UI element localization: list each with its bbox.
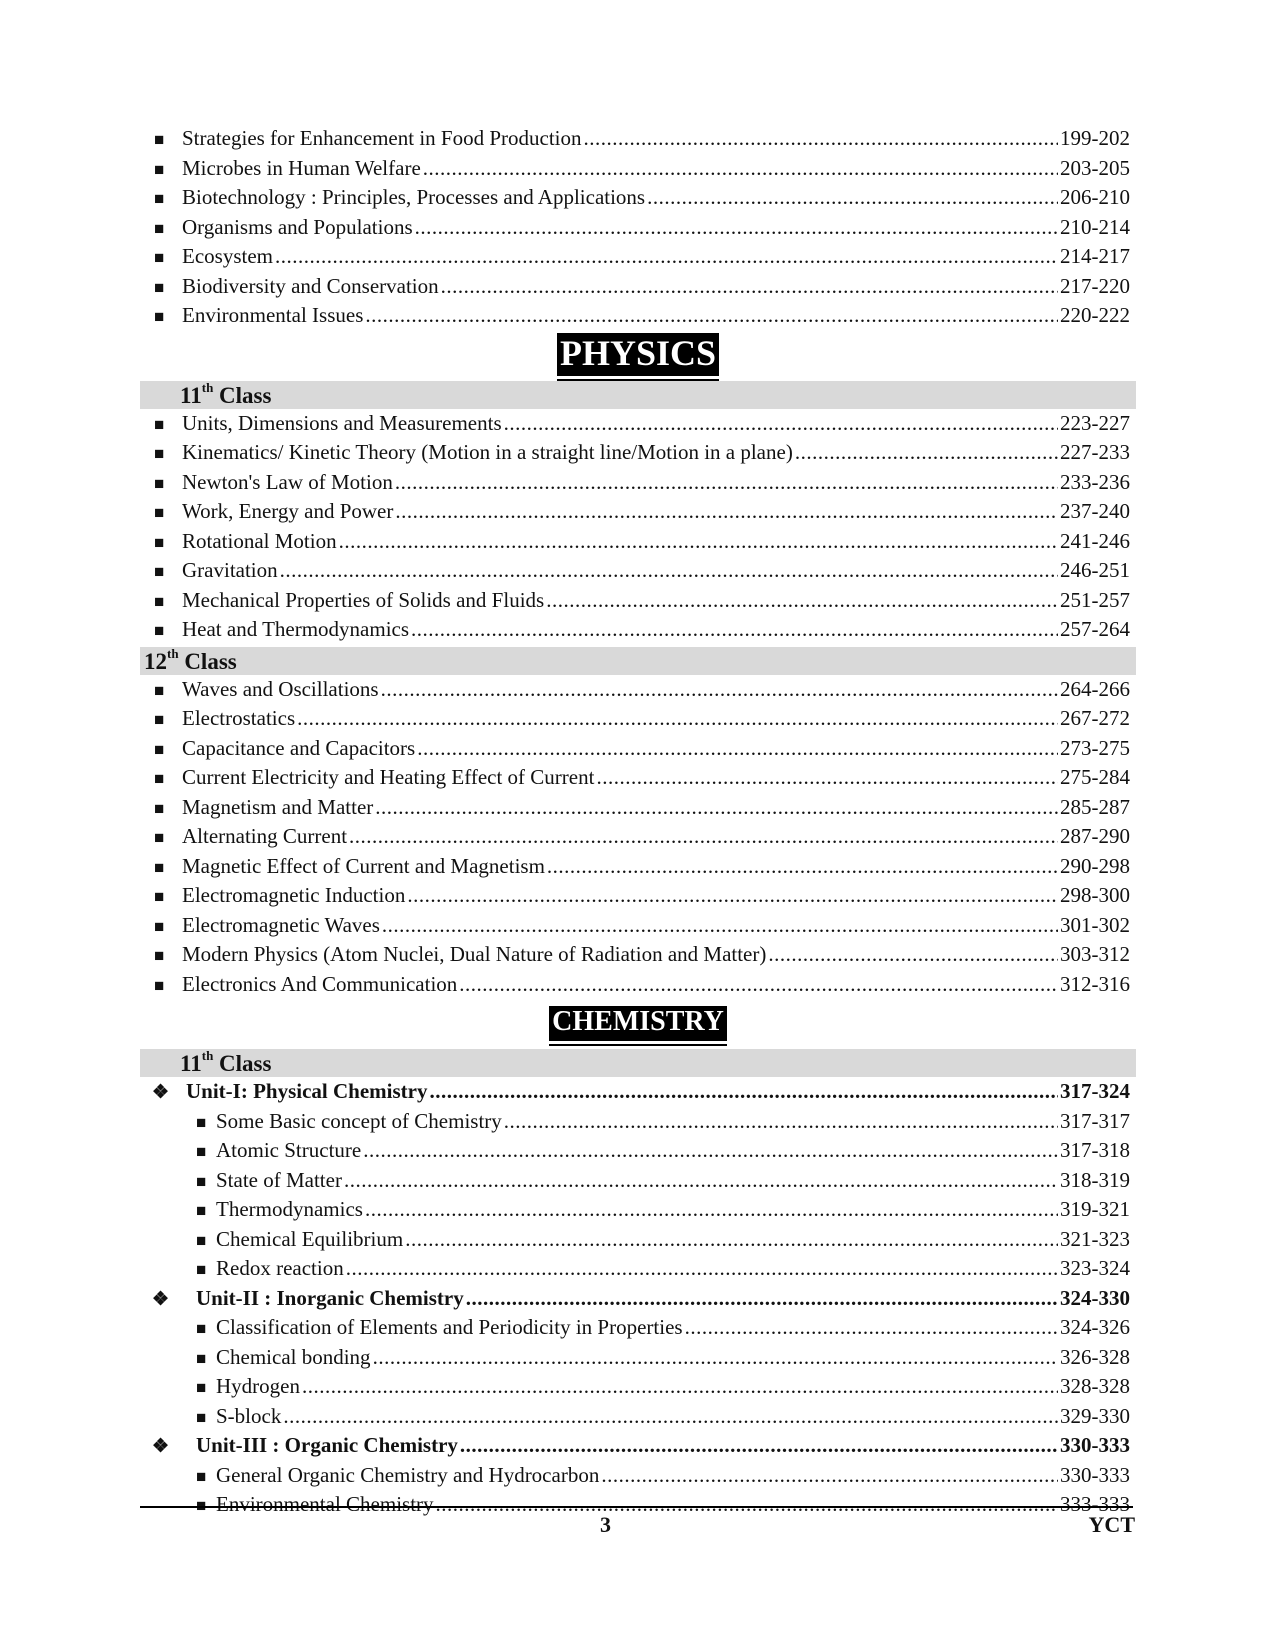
dot-leader <box>596 763 1058 793</box>
physics-heading <box>146 331 1130 379</box>
toc-entry[interactable] <box>146 763 1130 793</box>
toc-entry-pages: 206-210 <box>1060 185 1130 209</box>
footer-divider <box>140 1506 1133 1508</box>
toc-entry-title: Classification of Elements and Periodicity in Properties <box>216 1315 683 1339</box>
square-bullet-icon: ■ <box>154 248 165 267</box>
section-title: CHEMISTRY <box>549 1006 727 1041</box>
dot-leader <box>349 822 1058 852</box>
square-bullet-icon: ■ <box>196 1496 207 1515</box>
toc-entry-pages: 318-319 <box>1060 1167 1130 1192</box>
toc-entry-pages: 285-287 <box>1060 794 1130 819</box>
toc-entry-title: Electromagnetic Waves <box>182 912 380 937</box>
toc-entry[interactable] <box>146 272 1130 302</box>
dot-leader <box>395 497 1058 527</box>
square-bullet-icon: ■ <box>196 1407 207 1427</box>
square-bullet-icon: ■ <box>196 1112 207 1132</box>
dot-leader <box>297 704 1058 734</box>
toc-entry[interactable] <box>146 1107 1130 1137</box>
toc-entry-title: Units, Dimensions and Measurements <box>182 410 502 435</box>
toc-entry[interactable] <box>146 793 1130 823</box>
dot-leader <box>429 1077 1058 1107</box>
toc-entry-title: Heat and Thermodynamics <box>182 617 410 641</box>
toc-entry-title: Electrostatics <box>182 706 296 730</box>
toc-entry-title: Microbes in Human Welfare <box>182 155 421 180</box>
toc-entry-title: Electromagnetic Induction <box>182 883 406 907</box>
square-bullet-icon: ■ <box>154 473 165 493</box>
square-bullet-icon: ■ <box>196 1378 207 1397</box>
toc-entry[interactable] <box>146 586 1130 616</box>
class-number: 11 <box>180 382 202 408</box>
toc-entry[interactable] <box>146 1225 1130 1255</box>
square-bullet-icon: ■ <box>196 1201 207 1220</box>
section-title: PHYSICS <box>557 333 719 376</box>
toc-entry-pages: 301-302 <box>1060 912 1130 937</box>
square-bullet-icon: ■ <box>154 562 165 581</box>
toc-entry[interactable] <box>146 822 1130 852</box>
class-suffix: th <box>167 645 179 661</box>
dot-leader <box>685 1313 1058 1343</box>
dot-leader <box>346 1254 1058 1284</box>
chemistry-heading <box>146 999 1130 1047</box>
toc-entry[interactable] <box>146 1136 1130 1166</box>
square-bullet-icon: ■ <box>154 975 165 995</box>
toc-entry-title: Hydrogen <box>216 1374 300 1398</box>
toc-entry-pages: 251-257 <box>1060 587 1130 612</box>
toc-entry-pages: 323-324 <box>1060 1256 1130 1280</box>
toc-entry-title: Capacitance and Capacitors <box>182 735 416 760</box>
square-bullet-icon: ■ <box>154 916 165 936</box>
class-heading <box>140 647 1136 675</box>
toc-entry-pages: 257-264 <box>1060 617 1130 641</box>
toc-entry-pages: 330-333 <box>1060 1433 1130 1457</box>
square-bullet-icon: ■ <box>154 887 165 906</box>
toc-entry-title: Alternating Current <box>182 824 348 848</box>
toc-entry-pages: 317-324 <box>1060 1079 1130 1103</box>
toc-entry[interactable] <box>146 675 1130 705</box>
dot-leader <box>382 911 1058 941</box>
toc-entry[interactable] <box>146 1166 1130 1196</box>
class-heading <box>140 381 1136 409</box>
square-bullet-icon: ■ <box>154 414 165 434</box>
toc-entry[interactable] <box>146 154 1130 184</box>
toc-entry-pages: 330-333 <box>1060 1462 1130 1487</box>
dot-leader <box>459 970 1058 1000</box>
toc-entry[interactable] <box>146 242 1130 272</box>
class-suffix: th <box>201 1048 214 1064</box>
toc-entry[interactable] <box>146 1313 1130 1343</box>
toc-entry-pages: 326-328 <box>1060 1344 1130 1369</box>
toc-entry-title: Kinematics/ Kinetic Theory (Motion in a straight line/Motion in a plane) <box>182 440 793 464</box>
toc-entry-title: Magnetic Effect of Current and Magnetism <box>182 853 545 878</box>
square-bullet-icon: ■ <box>196 1171 207 1191</box>
class-word: Class <box>219 1051 272 1076</box>
toc-entry-pages: 199-202 <box>1060 126 1130 150</box>
dot-leader <box>460 1431 1058 1461</box>
diamond-bullet-icon: ❖ <box>152 1082 170 1103</box>
dot-leader <box>375 793 1058 823</box>
toc-entry-pages: 275-284 <box>1060 765 1130 789</box>
toc-entry-title: Ecosystem <box>182 244 273 268</box>
square-bullet-icon: ■ <box>154 218 165 238</box>
class-word: Class <box>184 648 237 674</box>
diamond-bullet-icon: ❖ <box>152 1288 170 1310</box>
dot-leader <box>344 1166 1058 1196</box>
toc-entry-pages: 324-330 <box>1060 1285 1130 1310</box>
toc-entry-title: Chemical bonding <box>216 1344 371 1369</box>
dot-leader <box>417 734 1058 764</box>
toc-entry-pages: 227-233 <box>1060 440 1130 464</box>
toc-entry[interactable] <box>146 704 1130 734</box>
toc-entry[interactable] <box>146 1195 1130 1225</box>
toc-entry-title: Organisms and Populations <box>182 214 413 239</box>
diamond-bullet-icon: ❖ <box>152 1436 170 1457</box>
toc-entry-pages: 324-326 <box>1060 1315 1130 1339</box>
toc-entry-pages: 328-328 <box>1060 1374 1130 1398</box>
toc-entry[interactable] <box>146 1431 1130 1461</box>
dot-leader <box>768 940 1058 970</box>
toc-entry[interactable] <box>146 497 1130 527</box>
square-bullet-icon: ■ <box>154 130 165 149</box>
dot-leader <box>584 124 1058 154</box>
toc-entry[interactable] <box>146 213 1130 243</box>
square-bullet-icon: ■ <box>154 159 165 179</box>
toc-entry-title: Gravitation <box>182 558 278 582</box>
toc-entry-title: Chemical Equilibrium <box>216 1226 404 1251</box>
dot-leader <box>601 1461 1058 1491</box>
toc-entry-title: Biodiversity and Conservation <box>182 273 439 298</box>
dot-leader <box>275 242 1058 272</box>
toc-entry[interactable] <box>146 881 1130 911</box>
toc-entry-title: Biotechnology : Principles, Processes and Applications <box>182 185 646 209</box>
toc-entry-pages: 312-316 <box>1060 971 1130 996</box>
toc-entry[interactable] <box>146 556 1130 586</box>
square-bullet-icon: ■ <box>154 946 165 965</box>
toc-entry-pages: 329-330 <box>1060 1403 1130 1428</box>
toc-entry-pages: 333-333 <box>1060 1492 1130 1516</box>
square-bullet-icon: ■ <box>154 857 165 877</box>
dot-leader <box>365 1195 1058 1225</box>
dot-leader <box>504 409 1058 439</box>
toc-entry[interactable] <box>146 1254 1130 1284</box>
toc-entry[interactable] <box>146 183 1130 213</box>
class-heading <box>140 1049 1136 1077</box>
publisher-brand: YCT <box>1088 1512 1135 1537</box>
square-bullet-icon: ■ <box>196 1348 207 1368</box>
toc-entry-title: Newton's Law of Motion <box>182 469 393 494</box>
dot-leader <box>283 1402 1058 1432</box>
toc-entry-pages: 220-222 <box>1060 303 1130 327</box>
toc-entry-title: Electronics And Communication <box>182 971 458 996</box>
square-bullet-icon: ■ <box>154 532 165 552</box>
square-bullet-icon: ■ <box>196 1260 207 1279</box>
dot-leader <box>411 615 1058 645</box>
toc-entry[interactable] <box>146 1461 1130 1491</box>
toc-entry[interactable] <box>146 1343 1130 1373</box>
square-bullet-icon: ■ <box>154 710 165 729</box>
toc-entry-title: Atomic Structure <box>216 1138 362 1162</box>
toc-entry-pages: 321-323 <box>1060 1226 1130 1251</box>
toc-entry-pages: 203-205 <box>1060 155 1130 180</box>
toc-entry[interactable] <box>146 1077 1130 1107</box>
toc-entry[interactable] <box>146 438 1130 468</box>
toc-entry[interactable] <box>146 615 1130 645</box>
toc-entry-title: Environmental Chemistry <box>216 1492 434 1516</box>
class-number: 11 <box>180 1051 202 1076</box>
square-bullet-icon: ■ <box>154 828 165 847</box>
dot-leader <box>407 881 1058 911</box>
toc-entry-pages: 217-220 <box>1060 273 1130 298</box>
dot-leader <box>280 556 1058 586</box>
dot-leader <box>405 1225 1058 1255</box>
dot-leader <box>381 675 1058 705</box>
square-bullet-icon: ■ <box>196 1142 207 1161</box>
dot-leader <box>546 586 1058 616</box>
toc-entry-title: State of Matter <box>216 1167 342 1192</box>
square-bullet-icon: ■ <box>196 1466 207 1486</box>
square-bullet-icon: ■ <box>196 1230 207 1250</box>
toc-entry-title: Magnetism and Matter <box>182 794 374 819</box>
class-number: 12 <box>144 648 167 674</box>
toc-entry-title: Environmental Issues <box>182 303 364 327</box>
toc-entry-title: Unit-II : Inorganic Chemistry <box>196 1285 464 1310</box>
dot-leader <box>395 468 1058 498</box>
toc-entry[interactable] <box>146 301 1130 331</box>
toc-entry-pages: 223-227 <box>1060 410 1130 435</box>
dot-leader <box>423 154 1058 184</box>
toc-entry-pages: 214-217 <box>1060 244 1130 268</box>
toc-entry[interactable] <box>146 527 1130 557</box>
toc-entry-pages: 303-312 <box>1060 942 1130 966</box>
toc-entry-pages: 317-317 <box>1060 1108 1130 1133</box>
square-bullet-icon: ■ <box>154 621 165 640</box>
dot-leader <box>363 1136 1058 1166</box>
square-bullet-icon: ■ <box>154 739 165 759</box>
dot-leader <box>441 272 1058 302</box>
square-bullet-icon: ■ <box>154 277 165 297</box>
class-word: Class <box>219 382 272 408</box>
dot-leader <box>365 301 1058 331</box>
toc-entry-pages: 264-266 <box>1060 676 1130 701</box>
toc-entry-pages: 237-240 <box>1060 499 1130 523</box>
dot-leader <box>504 1107 1058 1137</box>
square-bullet-icon: ■ <box>196 1319 207 1338</box>
toc-entry[interactable] <box>146 1402 1130 1432</box>
dot-leader <box>415 213 1058 243</box>
toc-entry-pages: 298-300 <box>1060 883 1130 907</box>
toc-entry-title: Strategies for Enhancement in Food Production <box>182 126 582 150</box>
square-bullet-icon: ■ <box>154 189 165 208</box>
square-bullet-icon: ■ <box>154 591 165 611</box>
toc-entry-title: Waves and Oscillations <box>182 676 379 701</box>
toc-entry-title: Thermodynamics <box>216 1197 363 1221</box>
square-bullet-icon: ■ <box>154 307 165 326</box>
dot-leader <box>373 1343 1058 1373</box>
toc-entry-title: Mechanical Properties of Solids and Fluids <box>182 587 545 612</box>
dot-leader <box>647 183 1058 213</box>
toc-entry-pages: 290-298 <box>1060 853 1130 878</box>
toc-entry[interactable] <box>146 1284 1130 1314</box>
toc-entry-pages: 246-251 <box>1060 558 1130 582</box>
toc-entry-title: Work, Energy and Power <box>182 499 394 523</box>
toc-entry-title: Unit-I: Physical Chemistry <box>186 1079 428 1103</box>
toc-entry[interactable] <box>146 468 1130 498</box>
toc-entry[interactable] <box>146 1490 1130 1520</box>
square-bullet-icon: ■ <box>154 769 165 788</box>
toc-entry-title: Some Basic concept of Chemistry <box>216 1108 502 1133</box>
toc-entry[interactable] <box>146 124 1130 154</box>
toc-entry-pages: 273-275 <box>1060 735 1130 760</box>
dot-leader <box>795 438 1058 468</box>
toc-entry[interactable] <box>146 1372 1130 1402</box>
toc-entry-title: Unit-III : Organic Chemistry <box>196 1433 458 1457</box>
table-of-contents <box>146 124 1130 1520</box>
square-bullet-icon: ■ <box>154 798 165 818</box>
square-bullet-icon: ■ <box>154 680 165 700</box>
toc-entry-pages: 233-236 <box>1060 469 1130 494</box>
toc-entry-pages: 267-272 <box>1060 706 1130 730</box>
class-suffix: th <box>201 379 214 395</box>
toc-entry[interactable] <box>146 940 1130 970</box>
dot-leader <box>466 1284 1058 1314</box>
toc-entry-pages: 287-290 <box>1060 824 1130 848</box>
toc-entry-title: Rotational Motion <box>182 528 337 553</box>
page-number: 3 <box>600 1512 611 1537</box>
toc-entry-pages: 317-318 <box>1060 1138 1130 1162</box>
toc-entry-title: Current Electricity and Heating Effect of Current <box>182 765 595 789</box>
dot-leader <box>436 1490 1058 1520</box>
dot-leader <box>339 527 1058 557</box>
toc-entry[interactable] <box>146 409 1130 439</box>
toc-entry-title: Modern Physics (Atom Nuclei, Dual Nature of Radiation and Matter) <box>182 942 767 966</box>
toc-entry[interactable] <box>146 911 1130 941</box>
toc-entry-pages: 210-214 <box>1060 214 1130 239</box>
dot-leader <box>302 1372 1058 1402</box>
square-bullet-icon: ■ <box>154 503 165 522</box>
toc-entry-title: General Organic Chemistry and Hydrocarbon <box>216 1462 600 1487</box>
toc-entry-pages: 319-321 <box>1060 1197 1130 1221</box>
toc-entry[interactable] <box>146 970 1130 1000</box>
square-bullet-icon: ■ <box>154 444 165 463</box>
toc-entry-title: Redox reaction <box>216 1256 344 1280</box>
toc-entry-title: S-block <box>216 1403 282 1428</box>
dot-leader <box>547 852 1058 882</box>
toc-entry[interactable] <box>146 734 1130 764</box>
toc-entry-pages: 241-246 <box>1060 528 1130 553</box>
toc-entry[interactable] <box>146 852 1130 882</box>
